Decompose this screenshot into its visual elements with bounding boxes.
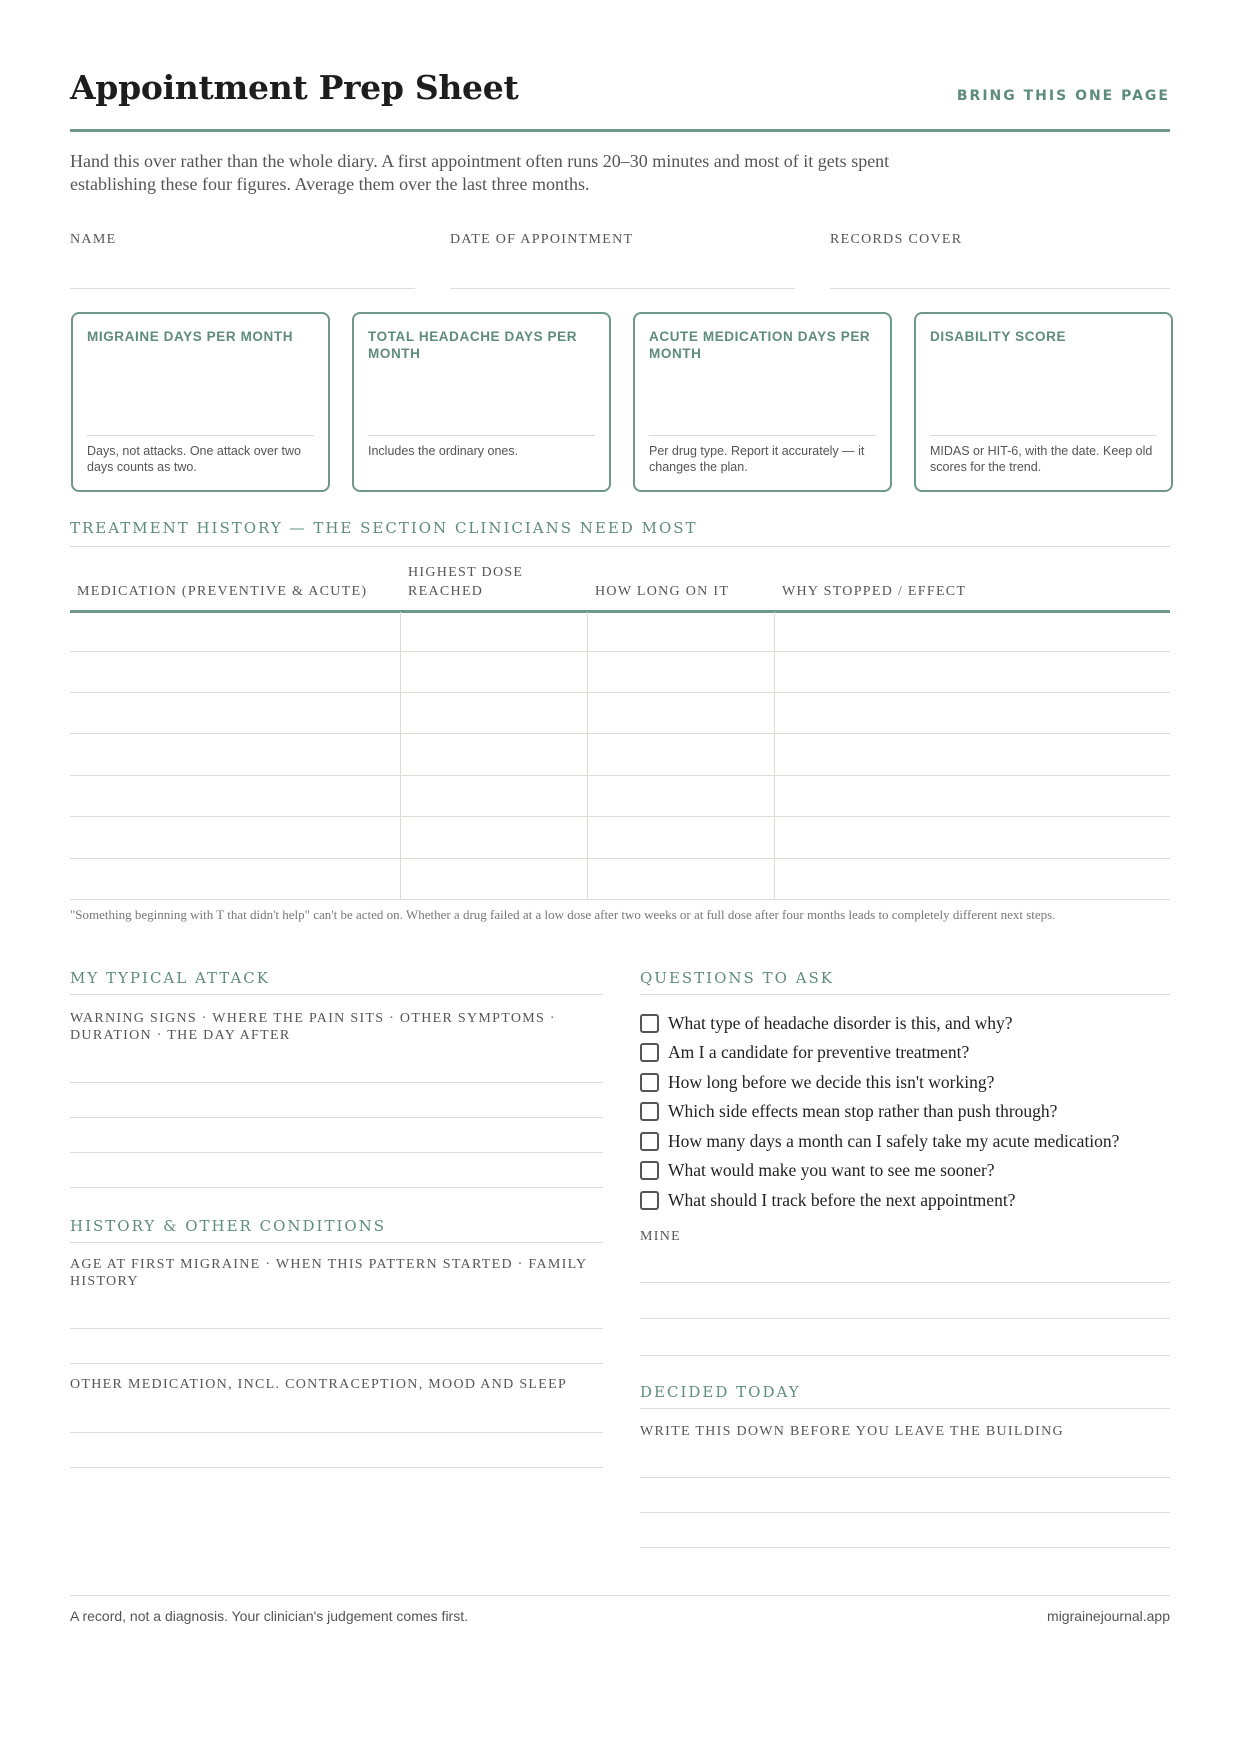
table-column-divider — [774, 612, 775, 900]
name-field[interactable] — [70, 288, 415, 289]
title-divider — [70, 129, 1170, 132]
column-header-duration: HOW LONG ON IT — [595, 584, 730, 599]
typical-attack-heading: MY TYPICAL ATTACK — [70, 969, 270, 987]
section-divider — [70, 546, 1170, 547]
table-row[interactable] — [70, 692, 1170, 693]
card-title: DISABILITY SCORE — [930, 329, 1067, 344]
card-note: MIDAS or HIT-6, with the date. Keep old scores for the trend. — [930, 444, 1153, 474]
page-tagline: BRING THIS ONE PAGE — [956, 88, 1170, 104]
decided-heading: DECIDED TODAY — [640, 1383, 801, 1401]
question-item[interactable] — [640, 1013, 1013, 1034]
records-cover-label: RECORDS COVER — [830, 232, 963, 247]
section-divider — [70, 994, 603, 995]
writing-line[interactable] — [640, 1547, 1170, 1548]
writing-line[interactable] — [640, 1318, 1170, 1319]
section-divider — [640, 994, 1170, 995]
column-header-dose: HIGHEST DOSE REACHED — [408, 565, 524, 599]
writing-line[interactable] — [640, 1355, 1170, 1356]
checkbox[interactable] — [640, 1102, 659, 1121]
writing-line[interactable] — [70, 1082, 603, 1083]
card-entry-line — [649, 435, 876, 436]
treatment-note: "Something beginning with T that didn't help" can't be acted on. Whether a drug failed at a low dose after two weeks or at full dose after four months leads to completely different next steps. — [70, 907, 1056, 922]
card-migraine-days[interactable] — [71, 312, 330, 492]
card-title: TOTAL HEADACHE DAYS PER MONTH — [368, 329, 578, 361]
footer-disclaimer: A record, not a diagnosis. Your clinician's judgement comes first. — [70, 1608, 468, 1624]
table-row[interactable] — [70, 816, 1170, 817]
writing-line[interactable] — [70, 1432, 603, 1433]
question-text: How many days a month can I safely take my acute medication? — [668, 1131, 1120, 1151]
table-header-rule — [70, 610, 1170, 613]
section-divider — [640, 1408, 1170, 1409]
question-item[interactable] — [640, 1072, 994, 1093]
footer-divider — [70, 1595, 1170, 1596]
checkbox[interactable] — [640, 1132, 659, 1151]
checkbox[interactable] — [640, 1014, 659, 1033]
writing-line[interactable] — [640, 1282, 1170, 1283]
column-header-medication: MEDICATION (PREVENTIVE & ACUTE) — [77, 584, 368, 599]
question-item[interactable] — [640, 1042, 969, 1063]
card-note: Includes the ordinary ones. — [368, 444, 519, 458]
history-prompt: AGE AT FIRST MIGRAINE · WHEN THIS PATTERN STARTED · FAMILY HISTORY — [70, 1257, 587, 1289]
question-text: How long before we decide this isn't working? — [668, 1072, 995, 1092]
table-column-divider — [400, 612, 401, 900]
question-item[interactable] — [640, 1101, 1057, 1122]
question-item[interactable] — [640, 1190, 1015, 1211]
name-label: NAME — [70, 232, 117, 247]
card-title: ACUTE MEDICATION DAYS PER MONTH — [649, 329, 871, 361]
history-heading: HISTORY & OTHER CONDITIONS — [70, 1217, 387, 1235]
writing-line[interactable] — [70, 1363, 603, 1364]
records-cover-field[interactable] — [830, 288, 1170, 289]
page-title: Appointment Prep Sheet — [70, 68, 519, 107]
card-title: MIGRAINE DAYS PER MONTH — [87, 329, 294, 344]
writing-line[interactable] — [70, 1117, 603, 1118]
card-note: Per drug type. Report it accurately — it changes the plan. — [649, 444, 865, 474]
card-note: Days, not attacks. One attack over two days counts as two. — [87, 444, 301, 474]
question-text: Which side effects mean stop rather than push through? — [668, 1101, 1058, 1121]
table-row[interactable] — [70, 733, 1170, 734]
table-row[interactable] — [70, 651, 1170, 652]
appointment-date-label: DATE OF APPOINTMENT — [450, 232, 634, 247]
writing-line[interactable] — [70, 1152, 603, 1153]
appointment-date-field[interactable] — [450, 288, 795, 289]
treatment-heading: TREATMENT HISTORY — THE SECTION CLINICIANS NEED MOST — [70, 519, 698, 537]
writing-line[interactable] — [70, 1187, 603, 1188]
writing-line[interactable] — [640, 1477, 1170, 1478]
decided-prompt: WRITE THIS DOWN BEFORE YOU LEAVE THE BUILDING — [640, 1424, 1064, 1439]
card-entry-line — [368, 435, 595, 436]
questions-heading: QUESTIONS TO ASK — [640, 969, 834, 987]
writing-line[interactable] — [70, 1328, 603, 1329]
table-column-divider — [587, 612, 588, 900]
typical-attack-prompt: WARNING SIGNS · WHERE THE PAIN SITS · OTHER SYMPTOMS · DURATION · THE DAY AFTER — [70, 1011, 556, 1043]
question-text: What would make you want to see me sooner? — [668, 1160, 995, 1180]
card-disability-score[interactable] — [914, 312, 1173, 492]
checkbox[interactable] — [640, 1073, 659, 1092]
table-row[interactable] — [70, 899, 1170, 900]
card-entry-line — [87, 435, 314, 436]
question-text: What should I track before the next appointment? — [668, 1190, 1016, 1210]
checkbox[interactable] — [640, 1161, 659, 1180]
section-divider — [70, 1242, 603, 1243]
checkbox[interactable] — [640, 1191, 659, 1210]
card-entry-line — [930, 435, 1157, 436]
question-text: Am I a candidate for preventive treatment? — [668, 1042, 970, 1062]
footer-site[interactable]: migrainejournal.app — [1047, 1608, 1170, 1624]
intro-text: Hand this over rather than the whole diary. A first appointment often runs 20–30 minutes and most of it gets spent establishing these four figures. Average them over the last three months. — [70, 151, 890, 194]
table-row[interactable] — [70, 775, 1170, 776]
table-row[interactable] — [70, 858, 1170, 859]
other-medication-prompt: OTHER MEDICATION, INCL. CONTRACEPTION, MOOD AND SLEEP — [70, 1377, 568, 1392]
question-text: What type of headache disorder is this, and why? — [668, 1013, 1013, 1033]
writing-line[interactable] — [70, 1467, 603, 1468]
checkbox[interactable] — [640, 1043, 659, 1062]
question-item[interactable] — [640, 1131, 1119, 1152]
column-header-why-stopped: WHY STOPPED / EFFECT — [782, 584, 967, 599]
card-acute-medication-days[interactable] — [633, 312, 892, 492]
card-total-headache-days[interactable] — [352, 312, 611, 492]
question-item[interactable] — [640, 1160, 995, 1181]
writing-line[interactable] — [640, 1512, 1170, 1513]
mine-label: MINE — [640, 1229, 681, 1244]
